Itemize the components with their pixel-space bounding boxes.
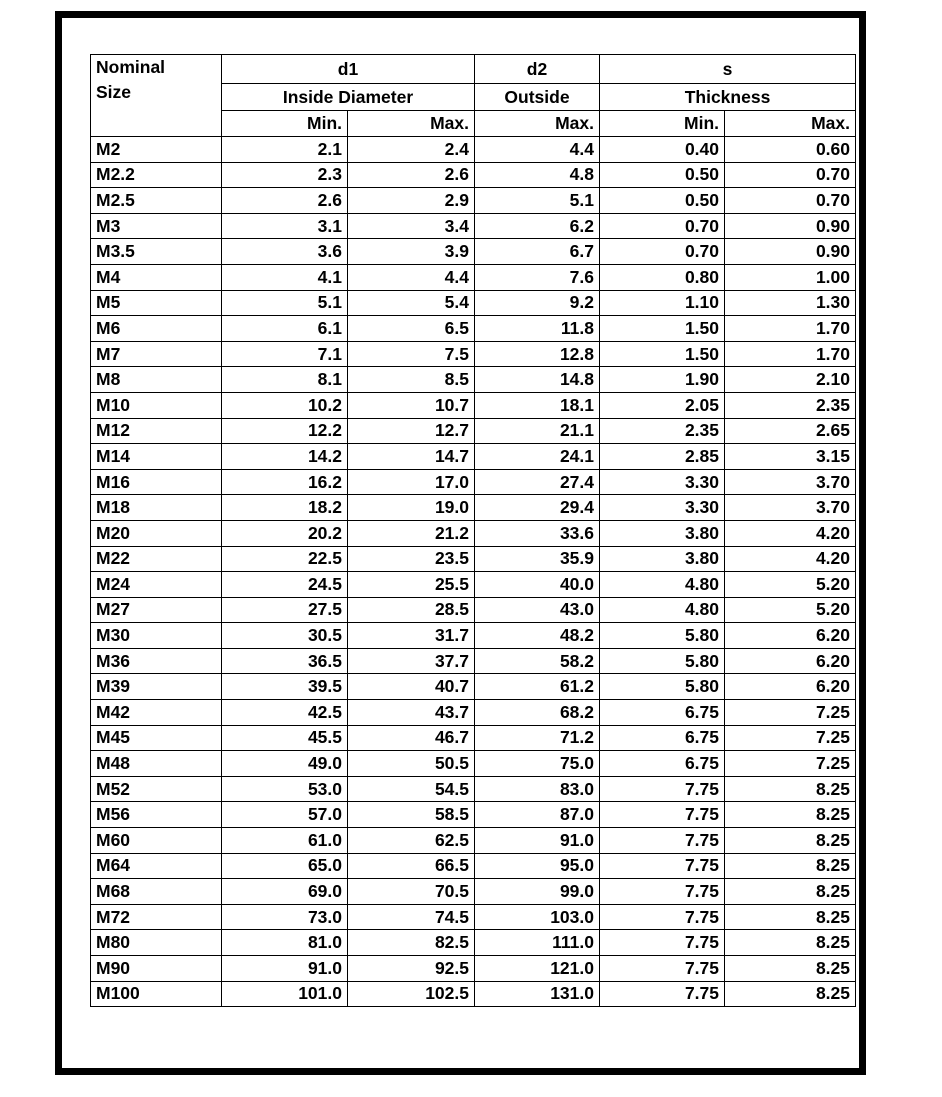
- cell-s-min: 3.30: [600, 495, 725, 521]
- cell-s-max: 0.70: [725, 188, 856, 214]
- cell-d1-max: 3.4: [348, 213, 475, 239]
- cell-d1-min: 2.1: [222, 137, 348, 163]
- cell-d1-max: 19.0: [348, 495, 475, 521]
- cell-d2-max: 24.1: [475, 444, 600, 470]
- header-s-min: Min.: [600, 111, 725, 137]
- cell-s-min: 4.80: [600, 597, 725, 623]
- cell-d1-min: 3.1: [222, 213, 348, 239]
- cell-d1-max: 23.5: [348, 546, 475, 572]
- cell-s-max: 0.90: [725, 213, 856, 239]
- cell-d1-min: 57.0: [222, 802, 348, 828]
- table-row: [91, 597, 856, 623]
- cell-s-max: 1.30: [725, 290, 856, 316]
- header-desc-d2: Outside: [475, 84, 600, 111]
- cell-s-max: 6.20: [725, 623, 856, 649]
- cell-d1-max: 102.5: [348, 981, 475, 1007]
- cell-nominal-size: M18: [91, 495, 222, 521]
- cell-nominal-size: M22: [91, 546, 222, 572]
- cell-s-max: 8.25: [725, 802, 856, 828]
- table-row: [91, 751, 856, 777]
- cell-d1-max: 10.7: [348, 392, 475, 418]
- cell-s-min: 1.90: [600, 367, 725, 393]
- cell-d2-max: 103.0: [475, 904, 600, 930]
- cell-d1-min: 65.0: [222, 853, 348, 879]
- cell-d2-max: 48.2: [475, 623, 600, 649]
- cell-d2-max: 12.8: [475, 341, 600, 367]
- cell-s-min: 0.70: [600, 239, 725, 265]
- cell-d2-max: 58.2: [475, 648, 600, 674]
- cell-nominal-size: M42: [91, 700, 222, 726]
- cell-s-max: 3.15: [725, 444, 856, 470]
- cell-d1-max: 58.5: [348, 802, 475, 828]
- cell-d2-max: 4.4: [475, 137, 600, 163]
- table-row: [91, 648, 856, 674]
- cell-d2-max: 29.4: [475, 495, 600, 521]
- cell-s-max: 0.70: [725, 162, 856, 188]
- cell-d1-max: 54.5: [348, 776, 475, 802]
- cell-s-max: 8.25: [725, 956, 856, 982]
- cell-s-max: 8.25: [725, 853, 856, 879]
- cell-d1-max: 6.5: [348, 316, 475, 342]
- cell-nominal-size: M20: [91, 520, 222, 546]
- cell-s-min: 6.75: [600, 751, 725, 777]
- cell-d1-min: 24.5: [222, 572, 348, 598]
- cell-d2-max: 18.1: [475, 392, 600, 418]
- table-row: [91, 828, 856, 854]
- table-row: [91, 264, 856, 290]
- table-row: [91, 213, 856, 239]
- table-row: [91, 418, 856, 444]
- cell-s-max: 8.25: [725, 879, 856, 905]
- cell-nominal-size: M7: [91, 341, 222, 367]
- cell-d1-min: 4.1: [222, 264, 348, 290]
- cell-s-max: 0.60: [725, 137, 856, 163]
- table-row: [91, 802, 856, 828]
- cell-d1-min: 2.3: [222, 162, 348, 188]
- table-row: [91, 469, 856, 495]
- cell-d2-max: 40.0: [475, 572, 600, 598]
- cell-s-min: 7.75: [600, 930, 725, 956]
- cell-d1-max: 12.7: [348, 418, 475, 444]
- header-nominal-line1: Nominal: [96, 57, 166, 77]
- header-desc-d1: Inside Diameter: [222, 84, 475, 111]
- cell-s-max: 1.70: [725, 316, 856, 342]
- cell-d2-max: 43.0: [475, 597, 600, 623]
- cell-nominal-size: M52: [91, 776, 222, 802]
- cell-nominal-size: M2.5: [91, 188, 222, 214]
- cell-s-min: 4.80: [600, 572, 725, 598]
- header-d2-max: Max.: [475, 111, 600, 137]
- cell-nominal-size: M100: [91, 981, 222, 1007]
- cell-d2-max: 4.8: [475, 162, 600, 188]
- header-nominal-size: [91, 55, 222, 137]
- cell-nominal-size: M48: [91, 751, 222, 777]
- cell-d2-max: 71.2: [475, 725, 600, 751]
- cell-d1-max: 3.9: [348, 239, 475, 265]
- cell-d1-min: 73.0: [222, 904, 348, 930]
- cell-d2-max: 99.0: [475, 879, 600, 905]
- cell-d2-max: 21.1: [475, 418, 600, 444]
- cell-s-min: 2.85: [600, 444, 725, 470]
- cell-d1-min: 20.2: [222, 520, 348, 546]
- cell-d1-max: 25.5: [348, 572, 475, 598]
- table-row: [91, 341, 856, 367]
- cell-d2-max: 9.2: [475, 290, 600, 316]
- cell-d1-max: 2.6: [348, 162, 475, 188]
- cell-s-min: 6.75: [600, 700, 725, 726]
- cell-s-max: 2.35: [725, 392, 856, 418]
- cell-nominal-size: M5: [91, 290, 222, 316]
- table-row: [91, 725, 856, 751]
- cell-d1-max: 4.4: [348, 264, 475, 290]
- cell-d1-max: 5.4: [348, 290, 475, 316]
- cell-d1-min: 91.0: [222, 956, 348, 982]
- cell-s-min: 1.50: [600, 316, 725, 342]
- cell-d1-min: 6.1: [222, 316, 348, 342]
- cell-nominal-size: M6: [91, 316, 222, 342]
- table-row: [91, 520, 856, 546]
- cell-s-min: 7.75: [600, 956, 725, 982]
- cell-nominal-size: M4: [91, 264, 222, 290]
- cell-d1-max: 50.5: [348, 751, 475, 777]
- cell-d1-min: 39.5: [222, 674, 348, 700]
- cell-d1-min: 36.5: [222, 648, 348, 674]
- cell-d1-max: 7.5: [348, 341, 475, 367]
- cell-d1-max: 8.5: [348, 367, 475, 393]
- cell-s-max: 2.65: [725, 418, 856, 444]
- cell-d1-min: 49.0: [222, 751, 348, 777]
- table-row: [91, 956, 856, 982]
- table-row: [91, 546, 856, 572]
- table-row: [91, 623, 856, 649]
- cell-d2-max: 83.0: [475, 776, 600, 802]
- cell-d1-max: 82.5: [348, 930, 475, 956]
- cell-d2-max: 5.1: [475, 188, 600, 214]
- cell-nominal-size: M24: [91, 572, 222, 598]
- cell-d1-min: 42.5: [222, 700, 348, 726]
- cell-s-max: 1.00: [725, 264, 856, 290]
- cell-s-max: 2.10: [725, 367, 856, 393]
- header-s-max: Max.: [725, 111, 856, 137]
- cell-nominal-size: M60: [91, 828, 222, 854]
- table-row: [91, 981, 856, 1007]
- cell-d1-min: 61.0: [222, 828, 348, 854]
- cell-d1-max: 2.4: [348, 137, 475, 163]
- cell-d1-min: 14.2: [222, 444, 348, 470]
- table-row: [91, 776, 856, 802]
- cell-s-max: 8.25: [725, 930, 856, 956]
- cell-d1-max: 17.0: [348, 469, 475, 495]
- cell-s-min: 7.75: [600, 981, 725, 1007]
- header-group-d2: d2: [475, 55, 600, 84]
- cell-nominal-size: M27: [91, 597, 222, 623]
- cell-d1-max: 14.7: [348, 444, 475, 470]
- cell-d2-max: 35.9: [475, 546, 600, 572]
- header-group-s: s: [600, 55, 856, 84]
- cell-s-min: 3.80: [600, 546, 725, 572]
- cell-d1-min: 18.2: [222, 495, 348, 521]
- cell-nominal-size: M30: [91, 623, 222, 649]
- cell-s-max: 6.20: [725, 674, 856, 700]
- cell-d2-max: 91.0: [475, 828, 600, 854]
- cell-d1-min: 10.2: [222, 392, 348, 418]
- cell-s-max: 8.25: [725, 904, 856, 930]
- cell-d1-max: 46.7: [348, 725, 475, 751]
- cell-s-max: 7.25: [725, 725, 856, 751]
- cell-d1-max: 40.7: [348, 674, 475, 700]
- header-desc-s: Thickness: [600, 84, 856, 111]
- table-row: [91, 853, 856, 879]
- cell-s-min: 7.75: [600, 802, 725, 828]
- table-row: [91, 239, 856, 265]
- cell-s-min: 0.50: [600, 162, 725, 188]
- table-row: [91, 392, 856, 418]
- table-row: [91, 904, 856, 930]
- cell-s-min: 0.80: [600, 264, 725, 290]
- cell-d2-max: 131.0: [475, 981, 600, 1007]
- table-row: [91, 162, 856, 188]
- cell-s-max: 6.20: [725, 648, 856, 674]
- cell-nominal-size: M3.5: [91, 239, 222, 265]
- table-row: [91, 879, 856, 905]
- cell-s-max: 0.90: [725, 239, 856, 265]
- cell-d1-max: 21.2: [348, 520, 475, 546]
- cell-d1-max: 37.7: [348, 648, 475, 674]
- cell-d1-min: 30.5: [222, 623, 348, 649]
- cell-s-min: 1.10: [600, 290, 725, 316]
- cell-d1-min: 69.0: [222, 879, 348, 905]
- cell-nominal-size: M72: [91, 904, 222, 930]
- cell-d2-max: 75.0: [475, 751, 600, 777]
- cell-s-max: 1.70: [725, 341, 856, 367]
- cell-nominal-size: M14: [91, 444, 222, 470]
- table-row: [91, 188, 856, 214]
- cell-d1-min: 27.5: [222, 597, 348, 623]
- cell-d1-min: 3.6: [222, 239, 348, 265]
- cell-s-max: 7.25: [725, 700, 856, 726]
- cell-d2-max: 6.7: [475, 239, 600, 265]
- table-row: [91, 930, 856, 956]
- cell-d1-max: 31.7: [348, 623, 475, 649]
- cell-s-min: 2.05: [600, 392, 725, 418]
- cell-d2-max: 27.4: [475, 469, 600, 495]
- cell-nominal-size: M90: [91, 956, 222, 982]
- cell-s-min: 5.80: [600, 648, 725, 674]
- table-row: [91, 572, 856, 598]
- cell-s-min: 7.75: [600, 776, 725, 802]
- cell-d1-max: 74.5: [348, 904, 475, 930]
- cell-nominal-size: M64: [91, 853, 222, 879]
- cell-d2-max: 61.2: [475, 674, 600, 700]
- cell-s-min: 0.50: [600, 188, 725, 214]
- cell-nominal-size: M36: [91, 648, 222, 674]
- cell-d2-max: 87.0: [475, 802, 600, 828]
- cell-nominal-size: M2.2: [91, 162, 222, 188]
- cell-nominal-size: M56: [91, 802, 222, 828]
- table-row: [91, 444, 856, 470]
- cell-s-max: 8.25: [725, 828, 856, 854]
- table-row: [91, 290, 856, 316]
- cell-s-max: 3.70: [725, 469, 856, 495]
- header-d1-max: Max.: [348, 111, 475, 137]
- cell-s-min: 0.40: [600, 137, 725, 163]
- table-row: [91, 700, 856, 726]
- cell-d2-max: 6.2: [475, 213, 600, 239]
- table-row: [91, 367, 856, 393]
- cell-s-min: 7.75: [600, 853, 725, 879]
- cell-d2-max: 7.6: [475, 264, 600, 290]
- cell-nominal-size: M80: [91, 930, 222, 956]
- cell-s-min: 7.75: [600, 828, 725, 854]
- cell-nominal-size: M16: [91, 469, 222, 495]
- cell-s-max: 4.20: [725, 546, 856, 572]
- cell-s-max: 7.25: [725, 751, 856, 777]
- cell-d2-max: 11.8: [475, 316, 600, 342]
- cell-nominal-size: M45: [91, 725, 222, 751]
- cell-s-max: 3.70: [725, 495, 856, 521]
- cell-d1-min: 101.0: [222, 981, 348, 1007]
- cell-s-min: 2.35: [600, 418, 725, 444]
- cell-s-max: 8.25: [725, 981, 856, 1007]
- cell-d1-max: 2.9: [348, 188, 475, 214]
- cell-nominal-size: M8: [91, 367, 222, 393]
- cell-nominal-size: M3: [91, 213, 222, 239]
- cell-d1-min: 45.5: [222, 725, 348, 751]
- cell-d1-min: 53.0: [222, 776, 348, 802]
- cell-nominal-size: M39: [91, 674, 222, 700]
- cell-d2-max: 111.0: [475, 930, 600, 956]
- cell-s-min: 7.75: [600, 879, 725, 905]
- table-row: [91, 316, 856, 342]
- cell-d1-max: 43.7: [348, 700, 475, 726]
- table-row: [91, 495, 856, 521]
- table-row: [91, 674, 856, 700]
- cell-s-min: 6.75: [600, 725, 725, 751]
- cell-s-min: 5.80: [600, 674, 725, 700]
- cell-d2-max: 121.0: [475, 956, 600, 982]
- cell-d1-max: 92.5: [348, 956, 475, 982]
- cell-nominal-size: M12: [91, 418, 222, 444]
- cell-s-max: 4.20: [725, 520, 856, 546]
- cell-d1-min: 81.0: [222, 930, 348, 956]
- cell-d1-min: 12.2: [222, 418, 348, 444]
- cell-nominal-size: M2: [91, 137, 222, 163]
- cell-s-min: 3.80: [600, 520, 725, 546]
- cell-nominal-size: M68: [91, 879, 222, 905]
- cell-s-max: 8.25: [725, 776, 856, 802]
- cell-d1-min: 5.1: [222, 290, 348, 316]
- table-header-row-group: [91, 55, 856, 84]
- cell-d2-max: 14.8: [475, 367, 600, 393]
- cell-d2-max: 33.6: [475, 520, 600, 546]
- cell-d1-max: 70.5: [348, 879, 475, 905]
- washer-dimensions-table: [90, 54, 856, 1007]
- cell-s-max: 5.20: [725, 572, 856, 598]
- cell-d1-max: 66.5: [348, 853, 475, 879]
- cell-d1-min: 2.6: [222, 188, 348, 214]
- cell-d1-min: 8.1: [222, 367, 348, 393]
- table-row: [91, 137, 856, 163]
- cell-d1-min: 16.2: [222, 469, 348, 495]
- header-d1-min: Min.: [222, 111, 348, 137]
- cell-d1-max: 62.5: [348, 828, 475, 854]
- cell-s-min: 3.30: [600, 469, 725, 495]
- cell-d1-min: 22.5: [222, 546, 348, 572]
- cell-s-max: 5.20: [725, 597, 856, 623]
- cell-d1-min: 7.1: [222, 341, 348, 367]
- cell-nominal-size: M10: [91, 392, 222, 418]
- cell-s-min: 7.75: [600, 904, 725, 930]
- cell-s-min: 5.80: [600, 623, 725, 649]
- header-group-d1: d1: [222, 55, 475, 84]
- cell-s-min: 0.70: [600, 213, 725, 239]
- cell-s-min: 1.50: [600, 341, 725, 367]
- cell-d1-max: 28.5: [348, 597, 475, 623]
- header-nominal-line2: Size: [96, 82, 132, 102]
- cell-d2-max: 95.0: [475, 853, 600, 879]
- cell-d2-max: 68.2: [475, 700, 600, 726]
